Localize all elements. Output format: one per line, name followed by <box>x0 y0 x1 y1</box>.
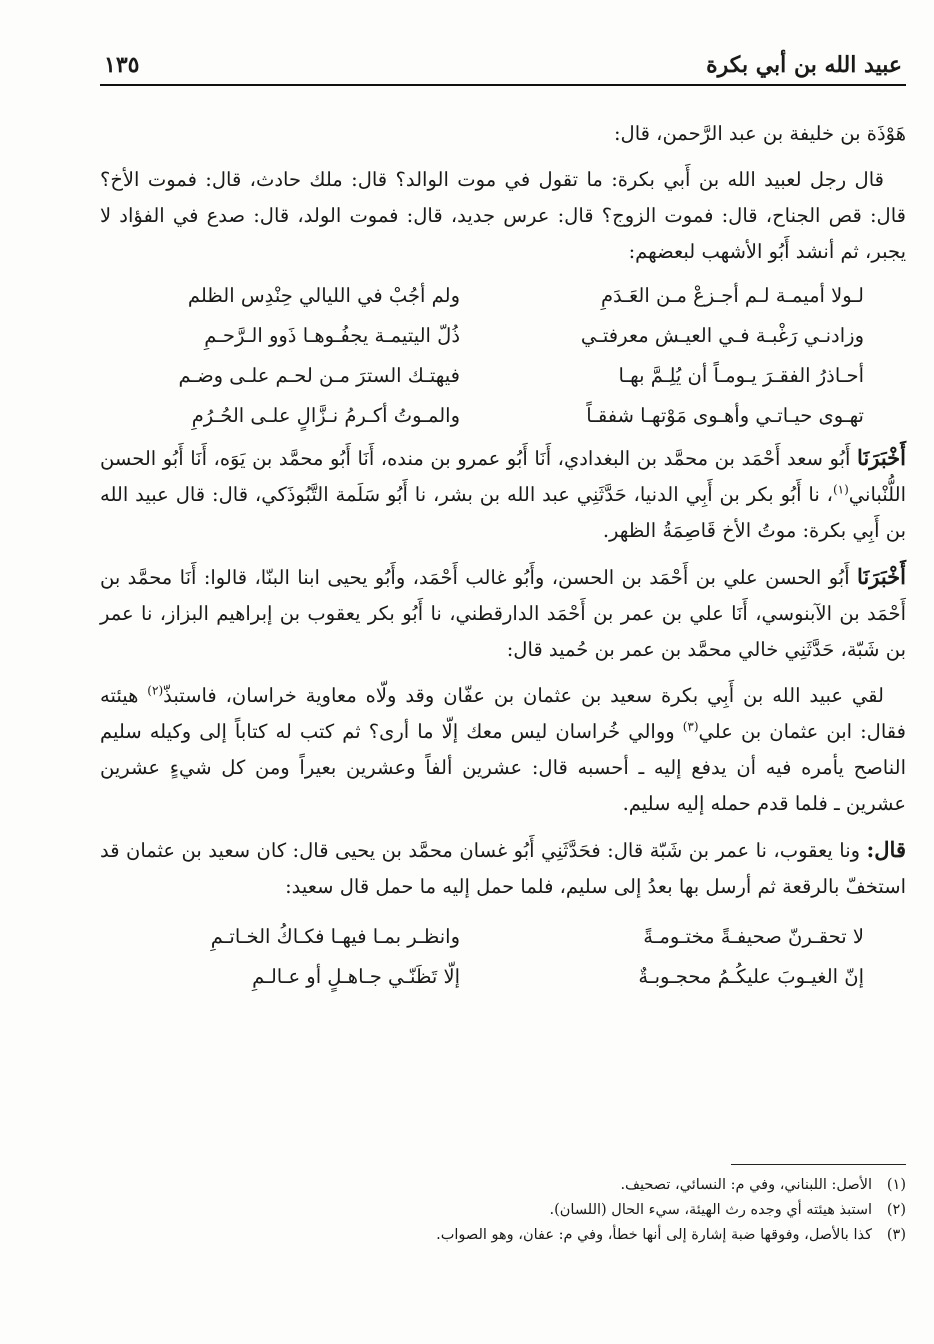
footnote-text: كذا بالأصل، وفوقها ضبة إشارة إلى أنها خطأ، وفي م: عفان، وهو الصواب. <box>436 1227 872 1243</box>
paragraph-3-text-b: ، نا أَبُو بكر بن أَبِي الدنيا، حَدَّثَنِي عبد الله بن بشر، نا أَبُو سَلَمة التَّبُوذَكي، قال: قال عبيد الله بن أَبِي بكرة: موتُ الأخ قَاصِمَةُ الظهر. <box>100 483 906 542</box>
hemistich-first: لا تحقـرنّ صحيفـةً مختـومـةً <box>643 925 864 948</box>
poem-2 <box>100 917 906 997</box>
footnote-1 <box>100 1173 906 1198</box>
paragraph-5-text-a: لقي عبيد الله بن أَبِي بكرة سعيد بن عثمان بن عفّان وقد ولّاه معاوية خراسان، فاستبذّ <box>163 684 884 707</box>
paragraph-4 <box>100 559 906 668</box>
paragraph-4-text: أَبُو الحسن علي بن أَحْمَد بن الحسن، وأَبُو غالب أَحْمَد، وأَبُو يحيى ابنا البنّا، قالوا: أَنَا محمَّد بن أَحْمَد بن الآبنوسي، أَنَا علي بن عمر بن أَحْمَد الدارقطني، نا أَبُو بكر يعقوب بن إبراهيم البزاز، نا عمر بن شَبّة، حَدَّثَنِي خالي محمَّد بن عمر بن حُميد قال: <box>100 566 906 661</box>
paragraph-5-text-c: ووالي خُراسان ليس معك إلّا ما أرى؟ ثم كتب له كتاباً إلى وكيله سليم الناصح يأمره فيه أن يدفع إليه ـ أحسبه قال: عشرين ألفاً وعشرين بعيراً ومن كل شيءٍ عشرين عشرين ـ فلما قدم حمله إليه سليم. <box>100 720 906 815</box>
hemistich-first: أحـاذرُ الفقـرَ يـومـاً أن يُلِـمَّ بهـا <box>618 364 864 387</box>
hemistich-second: فيهتـك السترَ مـن لحـم علـى وضـم <box>178 364 460 387</box>
hemistich-first: إنّ الغيـوبَ عليكُـمُ محجـوبـةٌ <box>638 965 864 988</box>
paragraph-3-lead: أَخْبَرَنَا <box>857 445 906 470</box>
paragraph-2 <box>100 162 906 270</box>
paragraph-1-text: هَوْذَة بن خليفة بن عبد الرَّحمن، قال: <box>613 122 906 145</box>
page-header <box>100 40 906 86</box>
poem-1-verse-2 <box>140 316 864 356</box>
paragraph-6-text: ونا يعقوب، نا عمر بن شَبّة قال: فحَدَّثَنِي أَبُو غسان محمَّد بن يحيى قال: كان سعيد بن عثمان قد استخفّ بالرقعة ثم أرسل بها بعدُ إلى سليم، فلما حمل إليه ما حمل قال سعيد: <box>100 839 906 898</box>
footnote-text: الأصل: اللبناني، وفي م: النسائي، تصحيف. <box>620 1177 872 1193</box>
hemistich-first: تهـوى حيـاتـي وأهـوى مَوْتهـا شفقـاً <box>586 404 864 427</box>
paragraph-1 <box>100 116 906 152</box>
hemistich-second: إلّا تَظَنّـي جـاهـلٍ أو عـالـمِ <box>252 965 460 988</box>
poem-1-verse-4 <box>140 396 864 436</box>
paragraph-4-lead: أَخْبَرَنَا <box>857 564 906 589</box>
running-title: عبيد الله بن أبي بكرة <box>706 52 902 78</box>
poem-2-verse-2 <box>140 957 864 997</box>
book-page <box>100 40 906 1330</box>
footnote-number: (١) <box>886 1177 906 1193</box>
footnote-text: استبذ هيئته أي وجده رث الهيئة، سيء الحال (اللسان). <box>549 1202 872 1218</box>
hemistich-second: والمـوتُ أكـرمُ نـزَّالٍ علـى الحُـرُمِ <box>191 404 460 427</box>
footnote-number: (٣) <box>886 1227 906 1243</box>
footnote-ref-3: (٣) <box>682 719 699 734</box>
paragraph-3-text-a: أَبُو سعد أَحْمَد بن محمَّد بن البغدادي، أَنَا أَبُو عمرو بن منده، أَنَا أَبُو محمَّد بن يَوَه، أَنَا أَبُو الحسن اللُّنْباني <box>100 447 906 506</box>
poem-2-verse-1 <box>140 917 864 957</box>
paragraph-5 <box>100 678 906 822</box>
hemistich-first: وزادنـي رَغْبـة فـي العيـش معرفتـي <box>580 324 864 347</box>
footnote-ref-2: (٢) <box>147 683 164 698</box>
main-text <box>100 116 906 997</box>
poem-1-verse-1 <box>140 276 864 316</box>
page-number: ١٣٥ <box>104 52 140 78</box>
footnote-divider <box>731 1164 906 1165</box>
poem-1-verse-3 <box>140 356 864 396</box>
footnote-number: (٢) <box>886 1202 906 1218</box>
hemistich-second: ولم أجُبْ في الليالي حِنْدِس الظلم <box>187 284 460 307</box>
poem-1 <box>100 276 906 436</box>
footnote-3 <box>100 1223 906 1248</box>
paragraph-3 <box>100 440 906 549</box>
footnote-2 <box>100 1198 906 1223</box>
paragraph-2-text: قال رجل لعبيد الله بن أَبي بكرة: ما تقول في موت الوالد؟ قال: ملك حادث، قال: فموت الأخ؟ قال: قص الجناح، قال: فموت الزوج؟ قال: عرس جديد، قال: فموت الولد، قال: صدع في الفؤاد لا يجبر، ثم أنشد أَبُو الأشهب لبعضهم: <box>100 168 906 263</box>
paragraph-5-text-b: هيئته فقال: ابن عثمان بن علي <box>100 684 906 743</box>
footnote-ref-1: (١) <box>832 482 849 497</box>
paragraph-6-lead: قال: <box>866 837 906 862</box>
footnotes <box>100 1164 906 1248</box>
hemistich-second: ذُلّ اليتيمـة يجفُـوهـا ذَوو الـرَّحـمِ <box>204 324 460 347</box>
paragraph-6 <box>100 832 906 905</box>
hemistich-second: وانظـر بمـا فيهـا فكـاكُ الخـاتـمِ <box>210 925 460 948</box>
hemistich-first: لـولا أميمـة لـم أجـزعْ مـن العَـدَمِ <box>600 284 864 307</box>
